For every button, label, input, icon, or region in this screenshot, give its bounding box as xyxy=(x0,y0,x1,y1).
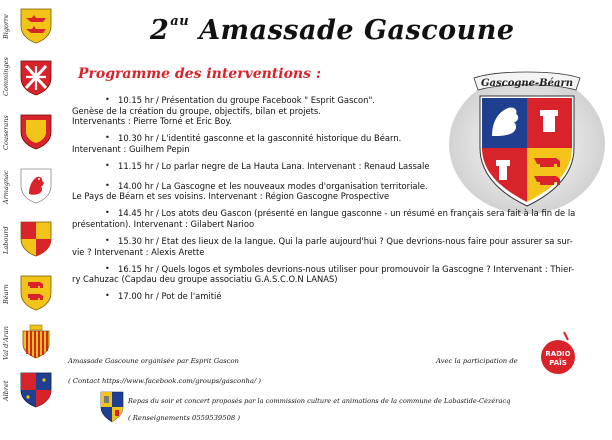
labastide-shield-icon xyxy=(100,391,124,423)
program-time-topic: 14.45 hr / Los atots deu Gascon (présenté en langue gasconne - un résumé en français sera fait à la fin de la xyxy=(118,208,576,219)
radio-line2-text: PAÏS xyxy=(549,359,567,367)
region-label: Comminges xyxy=(2,57,10,96)
program-description: ry Cahuzac (Capdau deu groupe associatiu G.A.S.C.O.N LANAS) xyxy=(72,274,338,285)
bearn-shield-icon xyxy=(20,275,52,311)
program-item xyxy=(72,133,607,154)
partner-text: Avec la participation de xyxy=(436,357,518,365)
armagnac-shield-icon xyxy=(20,168,52,204)
bullet-icon: • xyxy=(105,160,110,170)
region-bearn xyxy=(2,271,62,317)
program-item xyxy=(72,161,607,172)
program-time-topic: 16.15 hr / Quels logos et symboles devrions-nous utiliser pour promouvoir la Gascogne ? Intervenant : Thier- xyxy=(118,263,575,274)
region-comminges xyxy=(2,56,62,102)
dinner-text: Repas du soir et concert proposés par la commission culture et animations de la commune de Labastide-Cézéracq xyxy=(128,397,511,405)
program-time-topic: 11.15 hr / Lo parlar negre de La Hauta Lana. Intervenant : Renaud Lassale xyxy=(118,160,430,171)
program-item xyxy=(72,95,607,127)
comminges-shield-icon xyxy=(20,60,52,96)
title-text: Amassade Gascoune xyxy=(199,15,515,46)
region-albret xyxy=(2,368,62,414)
bullet-icon: • xyxy=(105,235,110,245)
radio-line1-text: RADIO xyxy=(545,350,571,358)
program-time-topic: 14.00 hr / La Gascogne et les nouveaux modes d'organisation territoriale. xyxy=(118,180,428,191)
bullet-icon: • xyxy=(105,208,110,218)
region-label: Bigorre xyxy=(2,14,10,40)
bullet-icon: • xyxy=(105,180,110,190)
region-armagnac xyxy=(2,164,62,210)
couserans-shield-icon xyxy=(20,114,52,150)
region-couserans xyxy=(2,110,62,156)
region-label: Couserans xyxy=(2,115,10,150)
region-labourd xyxy=(2,217,62,263)
region-label: Albret xyxy=(2,380,10,402)
program-description: Genèse de la création du groupe, objectifs, bilan et projets. Intervenants : Pierre Torné et Eric Boy. xyxy=(72,105,321,127)
region-val-d-aran xyxy=(2,320,62,366)
contact-link[interactable]: ( Contact https://www.facebook.com/groups/gasconha/ ) xyxy=(68,377,262,385)
region-bigorre xyxy=(2,4,62,50)
program-time-topic: 15.30 hr / Etat des lieux de la langue. Qui la parle aujourd'hui ? Que devrions-nous faire pour assurer sa sur- xyxy=(118,235,573,246)
region-label: Armagnac xyxy=(2,170,10,204)
program-item xyxy=(72,264,607,285)
program-description: présentation). Intervenant : Gilabert Narioo xyxy=(72,218,255,229)
program-time-topic: 17.00 hr / Pot de l'amitié xyxy=(118,291,222,302)
radio-pais-logo-icon xyxy=(540,330,576,376)
program-time-topic: 10.30 hr / L'identité gasconne et la gasconnité historique du Béarn. xyxy=(118,133,402,144)
bullet-icon: • xyxy=(105,133,110,143)
region-label: Labourd xyxy=(2,226,10,254)
phone-text: ( Renseignements 0559539508 ) xyxy=(128,414,241,422)
program-time-topic: 10.15 hr / Présentation du groupe Facebook " Esprit Gascon". xyxy=(118,95,375,105)
bullet-icon: • xyxy=(105,291,110,301)
bullet-icon: • xyxy=(105,95,110,104)
program-description: Le Pays de Béarn et ses voisins. Intervenant : Région Gascogne Prospective xyxy=(72,191,390,202)
program-description: Intervenant : Guilhem Pepin xyxy=(72,143,190,154)
program-description: vie ? Intervenant : Alexis Arette xyxy=(72,246,205,257)
bigorre-shield-icon xyxy=(20,8,52,44)
labourd-shield-icon xyxy=(20,221,52,257)
organiser-text: Amassade Gascoune organisée par Esprit Gascon xyxy=(68,357,239,365)
program-item xyxy=(72,181,607,202)
program-list xyxy=(72,95,607,308)
title-number: 2 xyxy=(150,15,170,46)
program-item xyxy=(72,291,607,302)
program-item xyxy=(72,208,607,229)
albret-shield-icon xyxy=(20,372,52,408)
title-superscript: au xyxy=(170,14,190,29)
program-item xyxy=(72,236,607,257)
page-title xyxy=(150,14,515,46)
logo-banner-text: Gascogne-Béarn xyxy=(480,78,574,89)
bullet-icon: • xyxy=(105,263,110,273)
region-label: Béarn xyxy=(2,284,10,304)
region-label: Val d'Aran xyxy=(2,326,10,360)
program-subtitle: Programme des interventions : xyxy=(78,66,322,82)
val-d-aran-shield-icon xyxy=(20,324,52,360)
